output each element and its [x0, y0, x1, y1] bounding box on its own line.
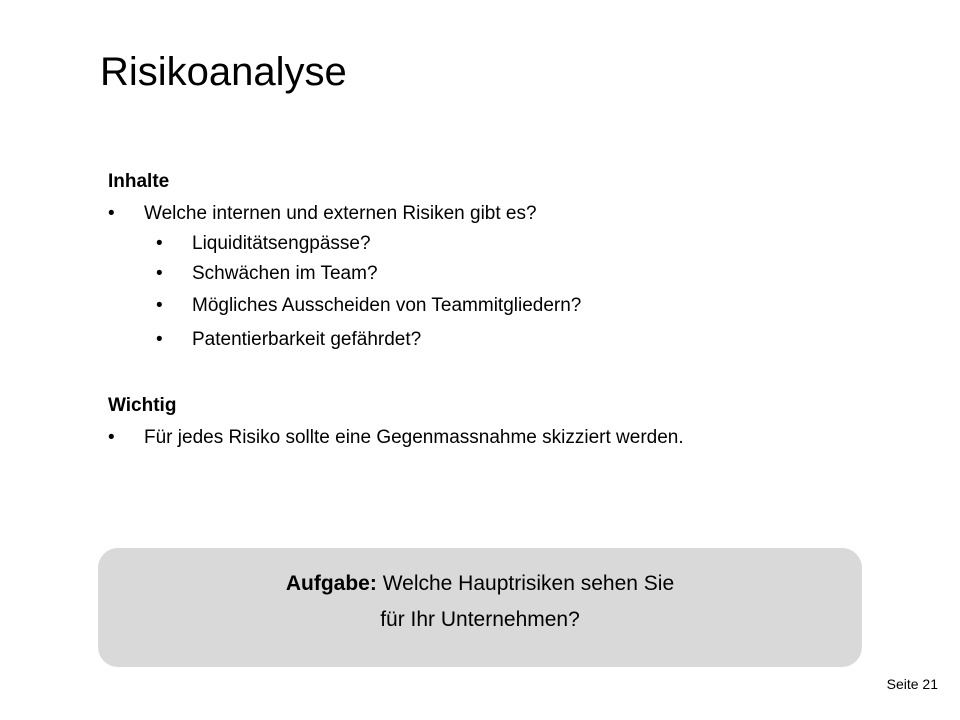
slide-title: Risikoanalyse	[100, 50, 347, 94]
section-heading-wichtig: Wichtig	[108, 395, 177, 416]
bullet-icon: •	[108, 203, 115, 224]
bullet-text: Welche internen und externen Risiken gibt es?	[144, 203, 537, 224]
task-question-part-2: für Ihr Unternehmen?	[380, 608, 580, 631]
bullet-text: Für jedes Risiko sollte eine Gegenmassnahme skizziert werden.	[144, 427, 684, 448]
bullet-icon: •	[156, 295, 163, 316]
task-callout-box	[98, 548, 862, 667]
bullet-icon: •	[156, 329, 163, 350]
bullet-icon: •	[108, 427, 115, 448]
subbullet-text: Mögliches Ausscheiden von Teammitgliedern?	[192, 295, 582, 316]
page-number: Seite 21	[886, 676, 938, 692]
bullet-icon: •	[156, 263, 163, 284]
bullet-icon: •	[156, 233, 163, 254]
task-label: Aufgabe:	[285, 572, 377, 595]
task-line-1	[98, 567, 862, 601]
subbullet-text: Schwächen im Team?	[192, 263, 378, 284]
section-heading-inhalte: Inhalte	[108, 171, 170, 192]
subbullet-text: Liquiditätsengpässe?	[192, 233, 371, 254]
subbullet-text: Patentierbarkeit gefährdet?	[192, 329, 422, 350]
task-question-part-1: Welche Hauptrisiken sehen Sie	[376, 572, 675, 595]
task-line-2	[98, 603, 862, 637]
